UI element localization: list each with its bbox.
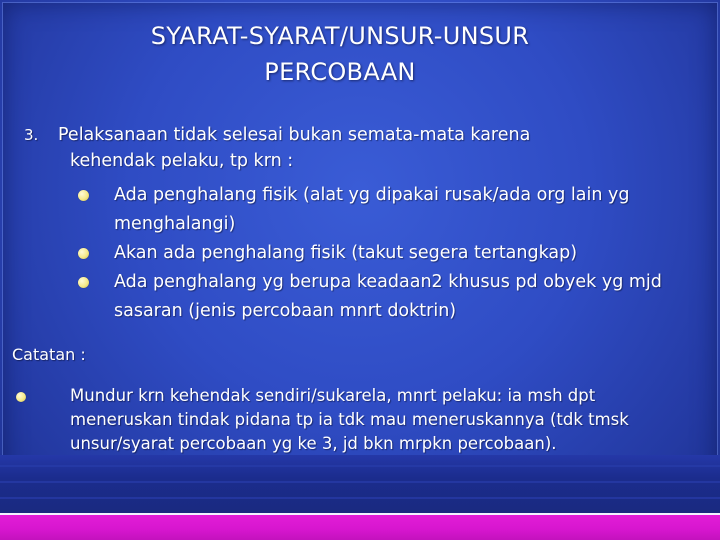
point-line-2: kehendak pelaku, tp krn : — [70, 151, 294, 171]
band-stripe — [0, 497, 720, 499]
subitem-list — [78, 181, 698, 326]
bottom-accent-band — [0, 513, 720, 540]
band-stripe — [0, 465, 720, 467]
subitem-text: Akan ada penghalang fisik (takut segera tertangkap) — [114, 243, 578, 263]
notes-heading: Catatan : — [12, 345, 86, 364]
list-item — [78, 268, 698, 326]
bullet-icon — [78, 277, 89, 288]
band-stripe — [0, 481, 720, 483]
bullet-icon — [78, 248, 89, 259]
subitem-text: Ada penghalang yg berupa keadaan2 khusus pd obyek yg mjd sasaran (jenis percobaan mnrt doktrin) — [114, 272, 662, 321]
list-item — [78, 239, 698, 268]
point-line-1: Pelaksanaan tidak selesai bukan semata-mata karena — [58, 125, 531, 145]
title-line-2: PERCOBAAN — [264, 58, 416, 86]
title-line-1: SYARAT-SYARAT/UNSUR-UNSUR — [150, 22, 530, 50]
slide-title — [60, 18, 620, 90]
subitem-text: Ada penghalang fisik (alat yg dipakai rusak/ada org lain yg menghalangi) — [114, 185, 630, 234]
point-body — [58, 122, 698, 174]
accent-band-line — [0, 513, 720, 515]
note-text: Mundur krn kehendak sendiri/sukarela, mnrt pelaku: ia msh dpt meneruskan tindak pidana tp ia tdk mau meneruskannya (tdk tmsk unsur/syarat percobaan yg ke 3, jd bkn mrpkn percobaan). — [70, 386, 629, 453]
bottom-dark-band — [0, 455, 720, 513]
bullet-icon — [16, 392, 26, 402]
bullet-icon — [78, 190, 89, 201]
list-item — [78, 181, 698, 239]
point-number: 3. — [24, 126, 39, 144]
